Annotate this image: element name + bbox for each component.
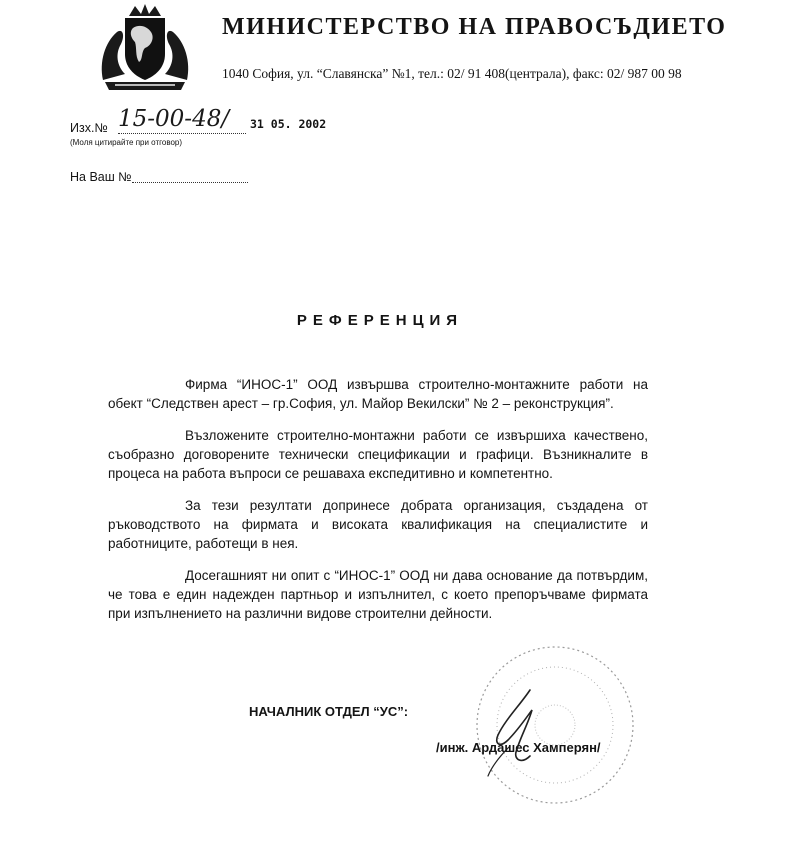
bulgarian-coat-of-arms-icon [95,2,195,92]
signatory-name: /инж. Ардашес Хамперян/ [436,740,601,755]
outgoing-date: 31 05. 2002 [250,117,327,131]
outgoing-number-handwritten: 15-00-48/ [118,106,230,132]
citation-note: (Моля цитирайте при отговор) [70,138,183,147]
document-heading: РЕФЕРЕНЦИЯ [296,312,464,329]
ministry-address: 1040 София, ул. “Славянска” №1, тел.: 02/ 91 408(централа), факс: 02/ 987 00 98 [222,66,682,81]
outgoing-number-label: Изх.№ [70,121,108,135]
your-number-line [132,170,248,183]
handwritten-signature-icon [470,660,560,780]
body-paragraph: Досегашният ни опит с “ИНОС-1” ООД ни дава основание да потвърдим, че това е един надежден партньор и изпълнител, с което препоръчваме фирмата при изпълнението на различни видове строителни дейности. [108,568,648,621]
body-paragraph: Възложените строително-монтажни работи се извършиха качествено, съобразно договорените технически спецификации и графици. Възникналите в процеса на работа въпроси се решаваха експедитивно и компетентно. [108,428,648,481]
your-number-label: На Ваш № [70,170,132,184]
ministry-title: МИНИСТЕРСТВО НА ПРАВОСЪДИЕТО [222,14,727,40]
body-paragraph: За тези резултати допринесе добрата организация, създадена от ръководството на фирмата и високата квалификация на специалистите и работниците, работещи в нея. [108,498,648,551]
body-paragraph: Фирма “ИНОС-1” ООД извършва строително-монтажните работи на обект “Следствен арест – гр.София, ул. Майор Векилски” № 2 – реконструкция”. [108,377,648,411]
signatory-title: НАЧАЛНИК ОТДЕЛ “УС”: [249,704,409,719]
